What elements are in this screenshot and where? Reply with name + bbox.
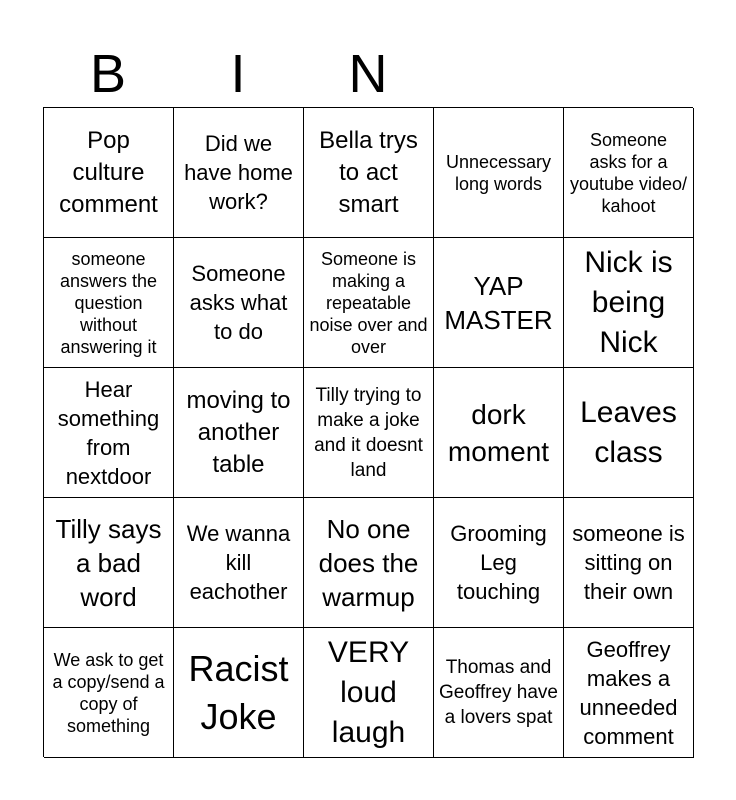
bingo-cell[interactable] (174, 628, 304, 758)
cell-text: YAP MASTER (444, 270, 553, 335)
cell-text: Tilly says a bad word (55, 513, 162, 612)
cell-text: Someone asks what to do (189, 261, 288, 344)
cell-text: We ask to get a copy/send a copy of something (52, 649, 165, 736)
bingo-cell[interactable] (564, 628, 694, 758)
bingo-cell[interactable] (564, 498, 694, 628)
cell-text: moving to another table (186, 386, 291, 478)
bingo-cell[interactable] (44, 368, 174, 498)
cell-text: dork moment (447, 398, 550, 467)
bingo-cell[interactable] (564, 108, 694, 238)
title-letter-n: N (348, 44, 388, 104)
cell-text: Tilly trying to make a joke and it doesnt land (314, 384, 423, 481)
cell-text: VERY loud laugh (327, 635, 410, 749)
cell-text: Grooming Leg touching (450, 521, 547, 604)
bingo-title (43, 42, 693, 106)
bingo-cell[interactable] (44, 498, 174, 628)
cell-text: Someone is making a repeatable noise over and over (309, 248, 428, 357)
cell-text: Bella trys to act smart (319, 126, 418, 218)
bingo-cell[interactable] (304, 628, 434, 758)
cell-text: someone is sitting on their own (572, 521, 685, 604)
cell-text: We wanna kill eachother (186, 521, 291, 604)
cell-text: Hear something from nextdoor (57, 376, 160, 489)
bingo-cell[interactable] (44, 628, 174, 758)
cell-text: Geoffrey makes a unneeded comment (579, 636, 678, 749)
cell-text: someone answers the question without answering it (59, 248, 158, 357)
cell-text: Unnecessary long words (445, 151, 552, 194)
cell-text: Racist Joke (188, 647, 289, 737)
cell-text: Pop culture comment (59, 126, 158, 218)
bingo-cell[interactable] (304, 238, 434, 368)
bingo-cell[interactable] (564, 238, 694, 368)
bingo-cell[interactable] (434, 368, 564, 498)
bingo-cell[interactable] (304, 368, 434, 498)
bingo-cell[interactable] (304, 108, 434, 238)
bingo-cell[interactable] (434, 108, 564, 238)
cell-text: Thomas and Geoffrey have a lovers spat (439, 657, 559, 728)
bingo-cell[interactable] (174, 498, 304, 628)
title-letter-i: I (230, 44, 246, 104)
title-letter-b: B (89, 44, 127, 104)
cell-text: Did we have home work? (184, 131, 293, 214)
bingo-cell[interactable] (174, 238, 304, 368)
cell-text: No one does the warmup (318, 513, 419, 612)
bingo-cell[interactable] (44, 108, 174, 238)
bingo-cell[interactable] (434, 238, 564, 368)
bingo-board (43, 107, 693, 757)
cell-text: Leaves class (580, 395, 677, 469)
cell-text: Someone asks for a youtube video/ kahoot (569, 129, 688, 216)
bingo-cell[interactable] (434, 628, 564, 758)
bingo-cell[interactable] (304, 498, 434, 628)
cell-text: Nick is being Nick (584, 245, 673, 359)
bingo-cell[interactable] (44, 238, 174, 368)
bingo-cell[interactable] (174, 108, 304, 238)
bingo-cell[interactable] (434, 498, 564, 628)
bingo-cell[interactable] (174, 368, 304, 498)
bingo-cell[interactable] (564, 368, 694, 498)
